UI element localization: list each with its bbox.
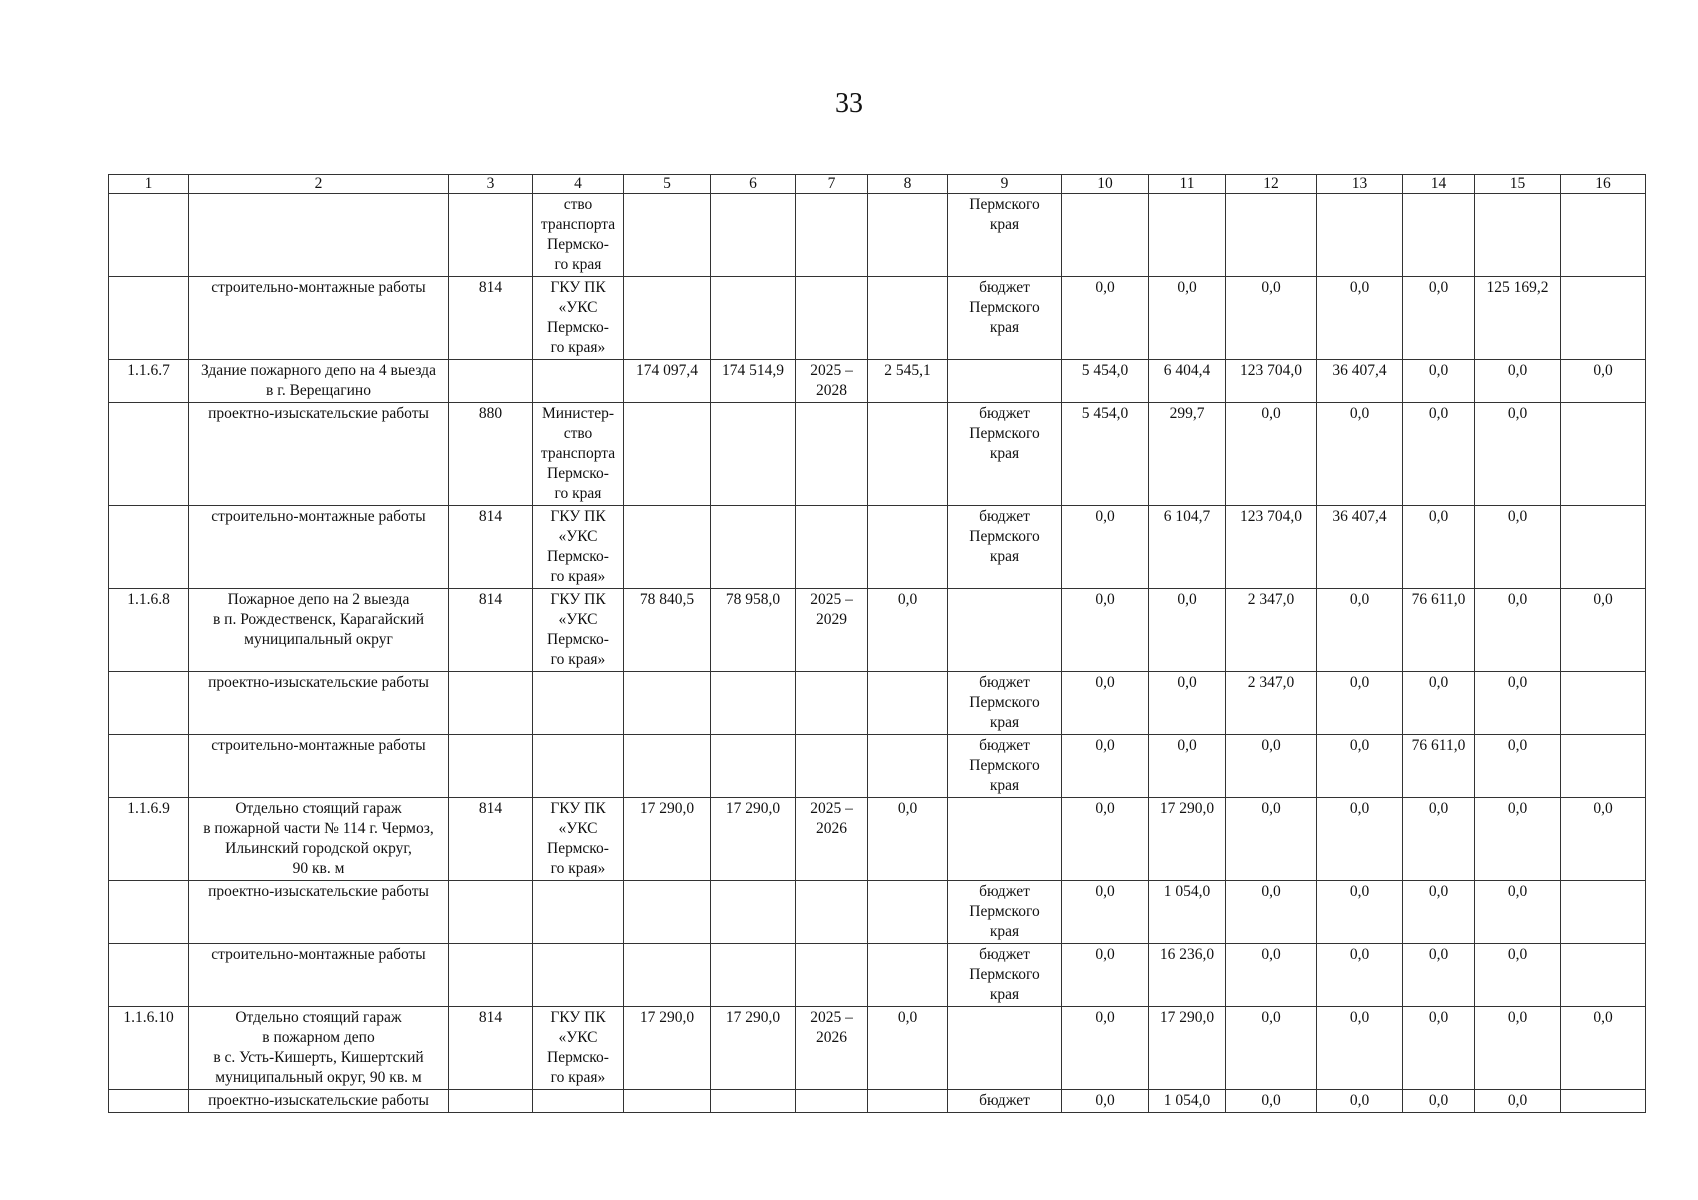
table-cell bbox=[109, 944, 189, 1007]
table-cell: строительно-монтажные работы bbox=[189, 506, 449, 589]
table-cell: бюджет Пермского края bbox=[948, 506, 1062, 589]
table-cell bbox=[711, 672, 796, 735]
table-cell: 0,0 bbox=[1403, 944, 1475, 1007]
table-cell: 0,0 bbox=[1062, 944, 1149, 1007]
table-cell: 0,0 bbox=[1317, 277, 1403, 360]
table-cell: ГКУ ПК «УКС Пермско- го края» bbox=[533, 589, 624, 672]
table-cell bbox=[1561, 735, 1646, 798]
table-cell bbox=[868, 672, 948, 735]
table-cell bbox=[948, 798, 1062, 881]
table-cell: Отдельно стоящий гараж в пожарном депо в с. Усть-Кишерть, Кишертский муниципальный округ, 90 кв. м bbox=[189, 1007, 449, 1090]
table-cell: 0,0 bbox=[868, 589, 948, 672]
table-cell: бюджет Пермского края bbox=[948, 735, 1062, 798]
table-cell: 0,0 bbox=[1226, 881, 1317, 944]
table-cell bbox=[868, 1090, 948, 1113]
table-cell: 0,0 bbox=[1475, 403, 1561, 506]
table-cell bbox=[868, 194, 948, 277]
table-header-row bbox=[109, 175, 1646, 194]
table-cell: ГКУ ПК «УКС Пермско- го края» bbox=[533, 277, 624, 360]
column-number: 11 bbox=[1149, 175, 1226, 194]
table-cell: 0,0 bbox=[1226, 735, 1317, 798]
table-cell: 0,0 bbox=[1475, 672, 1561, 735]
table-cell bbox=[624, 881, 711, 944]
table-cell: 0,0 bbox=[1062, 277, 1149, 360]
table-cell: 0,0 bbox=[1561, 360, 1646, 403]
table-cell: 0,0 bbox=[1475, 735, 1561, 798]
table-cell: 0,0 bbox=[1226, 277, 1317, 360]
table-cell bbox=[624, 944, 711, 1007]
table-cell bbox=[109, 194, 189, 277]
table-cell: 5 454,0 bbox=[1062, 360, 1149, 403]
table-cell: 1.1.6.7 bbox=[109, 360, 189, 403]
table-cell: 2 545,1 bbox=[868, 360, 948, 403]
table-cell: 17 290,0 bbox=[1149, 1007, 1226, 1090]
table-cell: Пермского края bbox=[948, 194, 1062, 277]
table-cell: 0,0 bbox=[1317, 589, 1403, 672]
column-number: 7 bbox=[796, 175, 868, 194]
table-cell: 0,0 bbox=[1475, 589, 1561, 672]
table-cell: 76 611,0 bbox=[1403, 589, 1475, 672]
table-cell: ГКУ ПК «УКС Пермско- го края» bbox=[533, 506, 624, 589]
table-cell: 0,0 bbox=[1062, 735, 1149, 798]
table-cell bbox=[1226, 194, 1317, 277]
table-row bbox=[109, 194, 1646, 277]
table-cell bbox=[624, 506, 711, 589]
table-cell bbox=[624, 403, 711, 506]
table-cell: 0,0 bbox=[1062, 1090, 1149, 1113]
table-cell bbox=[1317, 194, 1403, 277]
column-number: 9 bbox=[948, 175, 1062, 194]
budget-table bbox=[108, 174, 1646, 1113]
table-cell bbox=[533, 735, 624, 798]
table-cell: 0,0 bbox=[1403, 881, 1475, 944]
table-cell bbox=[711, 277, 796, 360]
table-cell bbox=[1475, 194, 1561, 277]
table-cell bbox=[796, 672, 868, 735]
table-cell: 76 611,0 bbox=[1403, 735, 1475, 798]
table-cell: 174 097,4 bbox=[624, 360, 711, 403]
table-cell: 0,0 bbox=[1403, 506, 1475, 589]
table-cell: бюджет Пермского края bbox=[948, 403, 1062, 506]
table-cell: 0,0 bbox=[1561, 1007, 1646, 1090]
table-cell bbox=[868, 944, 948, 1007]
table-cell: 0,0 bbox=[1475, 798, 1561, 881]
table-cell: 0,0 bbox=[1475, 1090, 1561, 1113]
table-cell: 0,0 bbox=[1149, 735, 1226, 798]
table-cell: 0,0 bbox=[1226, 798, 1317, 881]
table-cell bbox=[1561, 881, 1646, 944]
table-cell: проектно-изыскательские работы bbox=[189, 881, 449, 944]
table-cell: 0,0 bbox=[1062, 798, 1149, 881]
table-cell: 814 bbox=[449, 798, 533, 881]
table-cell bbox=[533, 1090, 624, 1113]
table-cell: 0,0 bbox=[1403, 360, 1475, 403]
table-cell bbox=[624, 277, 711, 360]
table-cell bbox=[711, 194, 796, 277]
table-cell bbox=[109, 277, 189, 360]
table-cell: 1.1.6.8 bbox=[109, 589, 189, 672]
table-cell: 0,0 bbox=[1475, 881, 1561, 944]
table-cell: 2025 – 2028 bbox=[796, 360, 868, 403]
column-number: 13 bbox=[1317, 175, 1403, 194]
table-cell: 0,0 bbox=[1062, 506, 1149, 589]
table-cell: 1.1.6.9 bbox=[109, 798, 189, 881]
table-row bbox=[109, 735, 1646, 798]
column-number: 16 bbox=[1561, 175, 1646, 194]
page-number: 33 bbox=[835, 88, 863, 119]
table-cell bbox=[711, 881, 796, 944]
table-cell: 0,0 bbox=[1475, 506, 1561, 589]
table-cell: 78 958,0 bbox=[711, 589, 796, 672]
table-row bbox=[109, 672, 1646, 735]
table-cell: 0,0 bbox=[868, 798, 948, 881]
table-cell bbox=[533, 881, 624, 944]
column-number: 2 bbox=[189, 175, 449, 194]
table-cell bbox=[796, 735, 868, 798]
table-cell: 1 054,0 bbox=[1149, 1090, 1226, 1113]
table-cell: строительно-монтажные работы bbox=[189, 944, 449, 1007]
table-cell: 814 bbox=[449, 506, 533, 589]
column-number: 14 bbox=[1403, 175, 1475, 194]
table-cell: бюджет Пермского края bbox=[948, 944, 1062, 1007]
table-cell bbox=[711, 506, 796, 589]
table-cell: Здание пожарного депо на 4 выезда в г. Верещагино bbox=[189, 360, 449, 403]
table-row bbox=[109, 277, 1646, 360]
table-cell bbox=[449, 944, 533, 1007]
table-cell: 0,0 bbox=[1317, 672, 1403, 735]
table-cell: 0,0 bbox=[1317, 1007, 1403, 1090]
table-cell: 0,0 bbox=[1317, 944, 1403, 1007]
table-cell: 0,0 bbox=[1226, 403, 1317, 506]
table-cell: Отдельно стоящий гараж в пожарной части № 114 г. Чермоз, Ильинский городской округ, 90 кв. м bbox=[189, 798, 449, 881]
table-cell: 880 bbox=[449, 403, 533, 506]
table-cell bbox=[948, 360, 1062, 403]
column-number: 12 bbox=[1226, 175, 1317, 194]
table-cell bbox=[796, 194, 868, 277]
table-cell: 814 bbox=[449, 277, 533, 360]
table-cell bbox=[868, 277, 948, 360]
table-cell: Министер- ство транспорта Пермско- го края bbox=[533, 403, 624, 506]
table-cell bbox=[868, 881, 948, 944]
table-cell bbox=[796, 1090, 868, 1113]
table-cell: 17 290,0 bbox=[1149, 798, 1226, 881]
table-cell bbox=[711, 944, 796, 1007]
table-cell: 2 347,0 bbox=[1226, 589, 1317, 672]
table-cell: 0,0 bbox=[1403, 1007, 1475, 1090]
table-cell bbox=[624, 1090, 711, 1113]
table-cell bbox=[449, 1090, 533, 1113]
table-cell bbox=[624, 672, 711, 735]
table-cell: 36 407,4 bbox=[1317, 506, 1403, 589]
table-cell bbox=[1561, 403, 1646, 506]
table-cell: 17 290,0 bbox=[711, 1007, 796, 1090]
table-cell: 0,0 bbox=[1226, 1090, 1317, 1113]
table-cell bbox=[109, 403, 189, 506]
table-cell bbox=[1561, 277, 1646, 360]
table-cell: 5 454,0 bbox=[1062, 403, 1149, 506]
table-cell: 17 290,0 bbox=[624, 1007, 711, 1090]
table-cell bbox=[109, 672, 189, 735]
table-cell: 123 704,0 bbox=[1226, 506, 1317, 589]
table-cell bbox=[624, 735, 711, 798]
table-cell bbox=[868, 506, 948, 589]
table-cell: 2025 – 2026 bbox=[796, 798, 868, 881]
table-cell: 0,0 bbox=[1561, 798, 1646, 881]
table-cell bbox=[711, 403, 796, 506]
table-cell: 2 347,0 bbox=[1226, 672, 1317, 735]
table-body bbox=[109, 175, 1646, 1113]
table-cell bbox=[796, 403, 868, 506]
table-cell bbox=[1561, 506, 1646, 589]
table-cell: 36 407,4 bbox=[1317, 360, 1403, 403]
table-cell bbox=[109, 881, 189, 944]
table-cell bbox=[449, 672, 533, 735]
table-cell bbox=[533, 944, 624, 1007]
column-number: 5 bbox=[624, 175, 711, 194]
table-cell bbox=[868, 403, 948, 506]
table-cell: 0,0 bbox=[1317, 1090, 1403, 1113]
table-row bbox=[109, 1007, 1646, 1090]
table-cell: ство транспорта Пермско- го края bbox=[533, 194, 624, 277]
table-cell: строительно-монтажные работы bbox=[189, 277, 449, 360]
table-cell bbox=[189, 194, 449, 277]
table-cell bbox=[796, 881, 868, 944]
table-cell: 123 704,0 bbox=[1226, 360, 1317, 403]
table-cell: 16 236,0 bbox=[1149, 944, 1226, 1007]
table-row bbox=[109, 798, 1646, 881]
column-number: 6 bbox=[711, 175, 796, 194]
table-cell: 0,0 bbox=[1226, 1007, 1317, 1090]
table-cell: 814 bbox=[449, 589, 533, 672]
table-cell: 0,0 bbox=[1149, 589, 1226, 672]
table-cell bbox=[533, 360, 624, 403]
table-cell: 6 104,7 bbox=[1149, 506, 1226, 589]
table-row bbox=[109, 944, 1646, 1007]
table-cell bbox=[449, 881, 533, 944]
table-cell bbox=[796, 277, 868, 360]
table-cell: 2025 – 2029 bbox=[796, 589, 868, 672]
table-cell: 1.1.6.10 bbox=[109, 1007, 189, 1090]
table-cell: 17 290,0 bbox=[711, 798, 796, 881]
table-cell: 0,0 bbox=[1403, 277, 1475, 360]
table-cell: строительно-монтажные работы bbox=[189, 735, 449, 798]
table-cell: 0,0 bbox=[1403, 798, 1475, 881]
table-cell: 0,0 bbox=[868, 1007, 948, 1090]
table-cell bbox=[1403, 194, 1475, 277]
table-cell: 0,0 bbox=[1317, 403, 1403, 506]
table-cell: 0,0 bbox=[1317, 735, 1403, 798]
column-number: 15 bbox=[1475, 175, 1561, 194]
table-cell bbox=[449, 360, 533, 403]
table-cell: 299,7 bbox=[1149, 403, 1226, 506]
table-cell bbox=[1561, 672, 1646, 735]
table-row bbox=[109, 589, 1646, 672]
table-cell: 1 054,0 bbox=[1149, 881, 1226, 944]
column-number: 8 bbox=[868, 175, 948, 194]
table-cell bbox=[1561, 194, 1646, 277]
table-cell: 0,0 bbox=[1403, 403, 1475, 506]
table-cell: 0,0 bbox=[1475, 1007, 1561, 1090]
table-cell: бюджет Пермского края bbox=[948, 881, 1062, 944]
table-cell bbox=[711, 735, 796, 798]
table-cell bbox=[1561, 944, 1646, 1007]
column-number: 10 bbox=[1062, 175, 1149, 194]
table-cell: 17 290,0 bbox=[624, 798, 711, 881]
table-cell bbox=[1149, 194, 1226, 277]
table-cell bbox=[796, 506, 868, 589]
table-cell: Пожарное депо на 2 выезда в п. Рождественск, Карагайский муниципальный округ bbox=[189, 589, 449, 672]
table-cell: 0,0 bbox=[1149, 277, 1226, 360]
table-cell: 125 169,2 bbox=[1475, 277, 1561, 360]
table-cell bbox=[109, 735, 189, 798]
table-cell: 0,0 bbox=[1317, 798, 1403, 881]
table-cell: ГКУ ПК «УКС Пермско- го края» bbox=[533, 1007, 624, 1090]
table-cell: 814 bbox=[449, 1007, 533, 1090]
table-cell bbox=[109, 1090, 189, 1113]
table-cell: 0,0 bbox=[1475, 360, 1561, 403]
table-cell: 0,0 bbox=[1062, 672, 1149, 735]
table-cell: 174 514,9 bbox=[711, 360, 796, 403]
table-cell: 0,0 bbox=[1062, 881, 1149, 944]
table-cell bbox=[948, 1007, 1062, 1090]
table-cell bbox=[1062, 194, 1149, 277]
table-row bbox=[109, 1090, 1646, 1113]
table-cell bbox=[449, 194, 533, 277]
table-cell: 0,0 bbox=[1403, 1090, 1475, 1113]
table-cell bbox=[948, 589, 1062, 672]
table-cell: 6 404,4 bbox=[1149, 360, 1226, 403]
column-number: 3 bbox=[449, 175, 533, 194]
column-number: 4 bbox=[533, 175, 624, 194]
table-row bbox=[109, 360, 1646, 403]
table-cell bbox=[796, 944, 868, 1007]
table-cell: 78 840,5 bbox=[624, 589, 711, 672]
table-cell: бюджет bbox=[948, 1090, 1062, 1113]
table-cell: 0,0 bbox=[1317, 881, 1403, 944]
table-cell bbox=[624, 194, 711, 277]
table-cell: 0,0 bbox=[1403, 672, 1475, 735]
table-cell: 0,0 bbox=[1226, 944, 1317, 1007]
table-cell: бюджет Пермского края bbox=[948, 672, 1062, 735]
table-row bbox=[109, 881, 1646, 944]
table-cell bbox=[868, 735, 948, 798]
table-cell: бюджет Пермского края bbox=[948, 277, 1062, 360]
table-cell bbox=[711, 1090, 796, 1113]
table-row bbox=[109, 506, 1646, 589]
table-cell bbox=[109, 506, 189, 589]
table-cell: проектно-изыскательские работы bbox=[189, 403, 449, 506]
table-cell: 0,0 bbox=[1062, 1007, 1149, 1090]
table-cell: проектно-изыскательские работы bbox=[189, 1090, 449, 1113]
column-number: 1 bbox=[109, 175, 189, 194]
table-cell: 0,0 bbox=[1149, 672, 1226, 735]
table-cell: проектно-изыскательские работы bbox=[189, 672, 449, 735]
table-cell bbox=[533, 672, 624, 735]
table-cell bbox=[1561, 1090, 1646, 1113]
table-cell: 0,0 bbox=[1062, 589, 1149, 672]
table-cell: 0,0 bbox=[1475, 944, 1561, 1007]
table-cell: 0,0 bbox=[1561, 589, 1646, 672]
table-cell bbox=[449, 735, 533, 798]
table-cell: 2025 – 2026 bbox=[796, 1007, 868, 1090]
table-cell: ГКУ ПК «УКС Пермско- го края» bbox=[533, 798, 624, 881]
table-row bbox=[109, 403, 1646, 506]
